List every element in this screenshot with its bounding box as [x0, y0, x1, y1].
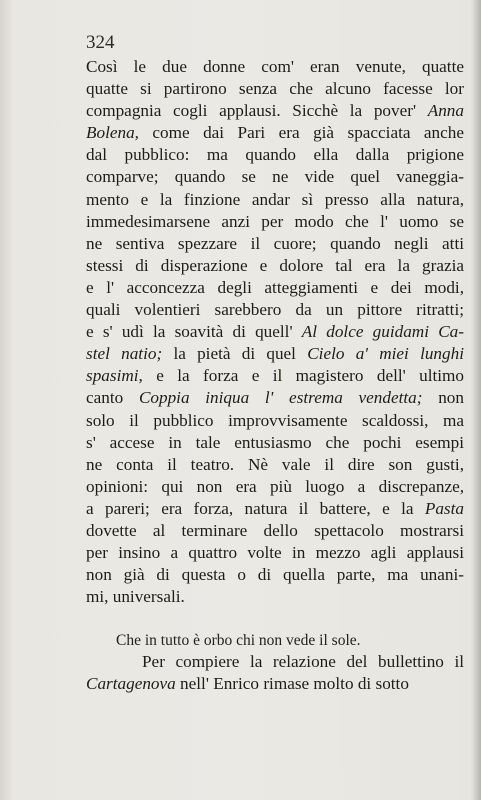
line-text: e l' acconcezza degli atteggiamenti e dei modi, [86, 277, 464, 297]
text-line [86, 673, 464, 695]
line-text: comparve; quando se ne vide quel vaneggia- [86, 167, 464, 187]
line-text: la pietà di quel [162, 344, 308, 364]
line-text: non [422, 388, 464, 408]
line-text: Così le due donne com' eran venute, quatte [86, 57, 464, 76]
line-text: opinioni: qui non era più luogo a discrepanze, [86, 476, 464, 496]
text-line [86, 365, 464, 387]
line-text: immedesimarsene anzi per modo che l' uomo se [86, 211, 464, 231]
text-line [86, 520, 464, 542]
line-text: a pareri; era forza, natura il battere, e la [86, 498, 425, 518]
text-line [86, 498, 464, 520]
line-text: non già di questa o di quella parte, ma unani- [86, 565, 464, 585]
text-line [86, 255, 464, 277]
text-line [86, 122, 464, 144]
text-line [86, 542, 464, 564]
text-line [86, 564, 464, 586]
line-text: s' accese in tale entusiasmo che pochi esempi [86, 432, 464, 452]
line-text: stessi di disperazione e dolore tal era la grazia [86, 255, 464, 275]
text-line [86, 343, 464, 365]
text-line [86, 387, 464, 409]
verse-quotation: Che in tutto è orbo chi non vede il sole. [116, 632, 361, 649]
italic-text: stel natio; [86, 344, 163, 364]
line-text: solo il pubblico improvvisamente scaldossi, ma [86, 410, 464, 430]
italic-text: Cartagenova [86, 674, 176, 694]
italic-text: Bolena, [86, 123, 139, 143]
italic-text: Anna [427, 101, 464, 121]
text-line [86, 189, 464, 211]
text-line [86, 432, 464, 454]
line-text: per insino a quattro volte in mezzo agli applausi [86, 543, 464, 563]
page-number: 324 [86, 32, 115, 53]
text-line [86, 211, 464, 233]
line-text: nell' Enrico rimase molto di sotto [175, 674, 409, 694]
text-line [86, 100, 464, 122]
line-text: e s' udì la soavità di quell' [86, 322, 302, 342]
italic-text: Al dolce guidami Ca- [301, 322, 464, 342]
text-line [86, 166, 464, 188]
line-text: ne sentiva spezzare il cuore; quando negli atti [86, 233, 464, 253]
text-line [86, 321, 464, 343]
text-line [86, 410, 464, 432]
text-line [86, 78, 464, 100]
text-line [86, 277, 464, 299]
line-text: quatte si partirono senza che alcuno facesse lor [86, 79, 464, 99]
italic-text: Pasta [424, 498, 464, 518]
text-line [86, 651, 464, 673]
italic-text: spasimi, [86, 366, 143, 386]
second-paragraph [86, 651, 464, 695]
text-line [86, 233, 464, 255]
main-paragraph [86, 56, 464, 608]
line-text: come dai Pari era già spacciata anche [138, 123, 464, 143]
italic-text: Cielo a' miei lunghi [307, 344, 464, 364]
line-text: mento e la finzione andar sì presso alla natura, [86, 189, 464, 209]
line-text: dovette al terminare dello spettacolo mostrarsi [86, 520, 464, 540]
line-text: compagnia cogli applausi. Sicchè la pover' [86, 101, 428, 121]
line-text: Per compiere la relazione del bullettino il [142, 652, 464, 671]
line-text: quali volentieri sarebbero da un pittore ritratti; [86, 300, 464, 320]
text-line [86, 476, 464, 498]
italic-text: Coppia iniqua l' estrema vendetta; [138, 388, 423, 408]
line-text: canto [86, 388, 139, 408]
text-line [86, 454, 464, 476]
text-line [86, 586, 464, 608]
line-text: ne conta il teatro. Nè vale il dire son gusti, [86, 454, 464, 474]
text-line [86, 144, 464, 166]
line-text: mi, universali. [86, 587, 185, 607]
text-line [86, 56, 464, 78]
line-text: dal pubblico: ma quando ella dalla prigione [86, 145, 464, 165]
text-line [86, 299, 464, 321]
line-text: e la forza e il magistero dell' ultimo [142, 366, 464, 386]
